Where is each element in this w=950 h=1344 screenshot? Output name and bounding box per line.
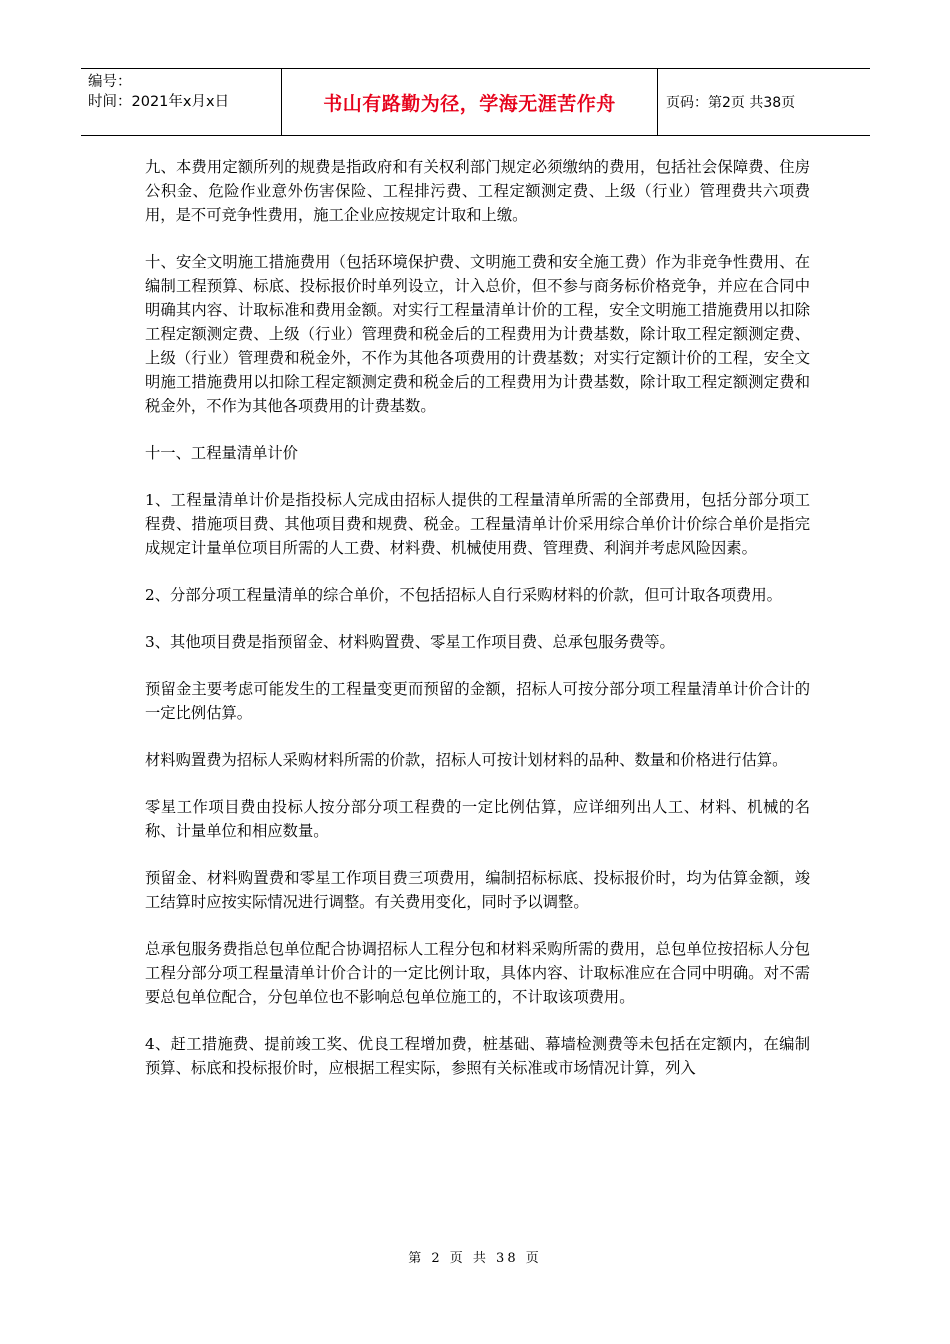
- document-body: [145, 155, 810, 1103]
- paragraph-11-3: 3、其他项目费是指预留金、材料购置费、零星工作项目费、总承包服务费等。: [145, 633, 675, 651]
- paragraph-11-2: 2、分部分项工程量清单的综合单价，不包括招标人自行采购材料的价款，但可计取各项费用。: [145, 586, 782, 604]
- paragraph-general-contract-fee: 总承包服务费指总包单位配合协调招标人工程分包和材料采购所需的费用，总包单位按招标人分包工程分部分项工程量清单计价合计的一定比例计取，具体内容、计取标准应在合同中明确。对不需要总包单位配合，分包单位也不影响总包单位施工的，不计取该项费用。: [145, 940, 810, 1006]
- document-date: 时间：2021年x月x日: [88, 94, 230, 110]
- paragraph-11-1: 1、工程量清单计价是指投标人完成由招标人提供的工程量清单所需的全部费用，包括分部分项工程费、措施项目费、其他项目费和规费、税金。工程量清单计价采用综合单价计价综合单价是指完成规定计量单位项目所需的人工费、材料费、机械使用费、管理费、利润并考虑风险因素。: [145, 491, 810, 557]
- page-footer: 第 2 页 共 38 页: [408, 1251, 542, 1266]
- header-motto: 书山有路勤为径，学海无涯苦作舟: [282, 69, 658, 135]
- paragraph-material-purchase: 材料购置费为招标人采购材料所需的价款，招标人可按计划材料的品种、数量和价格进行估算。: [145, 751, 788, 769]
- paragraph-estimate-adjustment: 预留金、材料购置费和零星工作项目费三项费用，编制招标标底、投标报价时，均为估算金额，竣工结算时应按实际情况进行调整。有关费用变化，同时予以调整。: [145, 869, 810, 911]
- header-meta: [81, 69, 282, 135]
- page-header: [81, 68, 870, 136]
- paragraph-11-4: 4、赶工措施费、提前竣工奖、优良工程增加费，桩基础、幕墙检测费等未包括在定额内，在编制预算、标底和投标报价时，应根据工程实际，参照有关标准或市场情况计算，列入: [145, 1035, 810, 1077]
- header-page-info: 页码：第2页 共38页: [666, 95, 796, 111]
- document-number-label: 编号：: [88, 74, 132, 90]
- paragraph-reserve-fund: 预留金主要考虑可能发生的工程量变更而预留的金额，招标人可按分部分项工程量清单计价合计的一定比例估算。: [145, 680, 810, 722]
- paragraph-9: 九、本费用定额所列的规费是指政府和有关权利部门规定必须缴纳的费用，包括社会保障费、住房公积金、危险作业意外伤害保险、工程排污费、工程定额测定费、上级（行业）管理费共六项费用，是不可竞争性费用，施工企业应按规定计取和上缴。: [145, 158, 810, 224]
- section-heading-11: 十一、工程量清单计价: [145, 444, 298, 462]
- paragraph-sporadic-work: 零星工作项目费由投标人按分部分项工程费的一定比例估算，应详细列出人工、材料、机械的名称、计量单位和相应数量。: [145, 798, 810, 840]
- paragraph-10: 十、安全文明施工措施费用（包括环境保护费、文明施工费和安全施工费）作为非竞争性费用、在编制工程预算、标底、投标报价时单列设立，计入总价，但不参与商务标价格竞争，并应在合同中明确其内容、计取标准和费用金额。对实行工程量清单计价的工程，安全文明施工措施费用以扣除工程定额测定费、上级（行业）管理费和税金后的工程费用为计费基数，除计取工程定额测定费、上级（行业）管理费和税金外，不作为其他各项费用的计费基数；对实行定额计价的工程，安全文明施工措施费用以扣除工程定额测定费和税金后的工程费用为计费基数，除计取工程定额测定费和税金外，不作为其他各项费用的计费基数。: [145, 253, 810, 415]
